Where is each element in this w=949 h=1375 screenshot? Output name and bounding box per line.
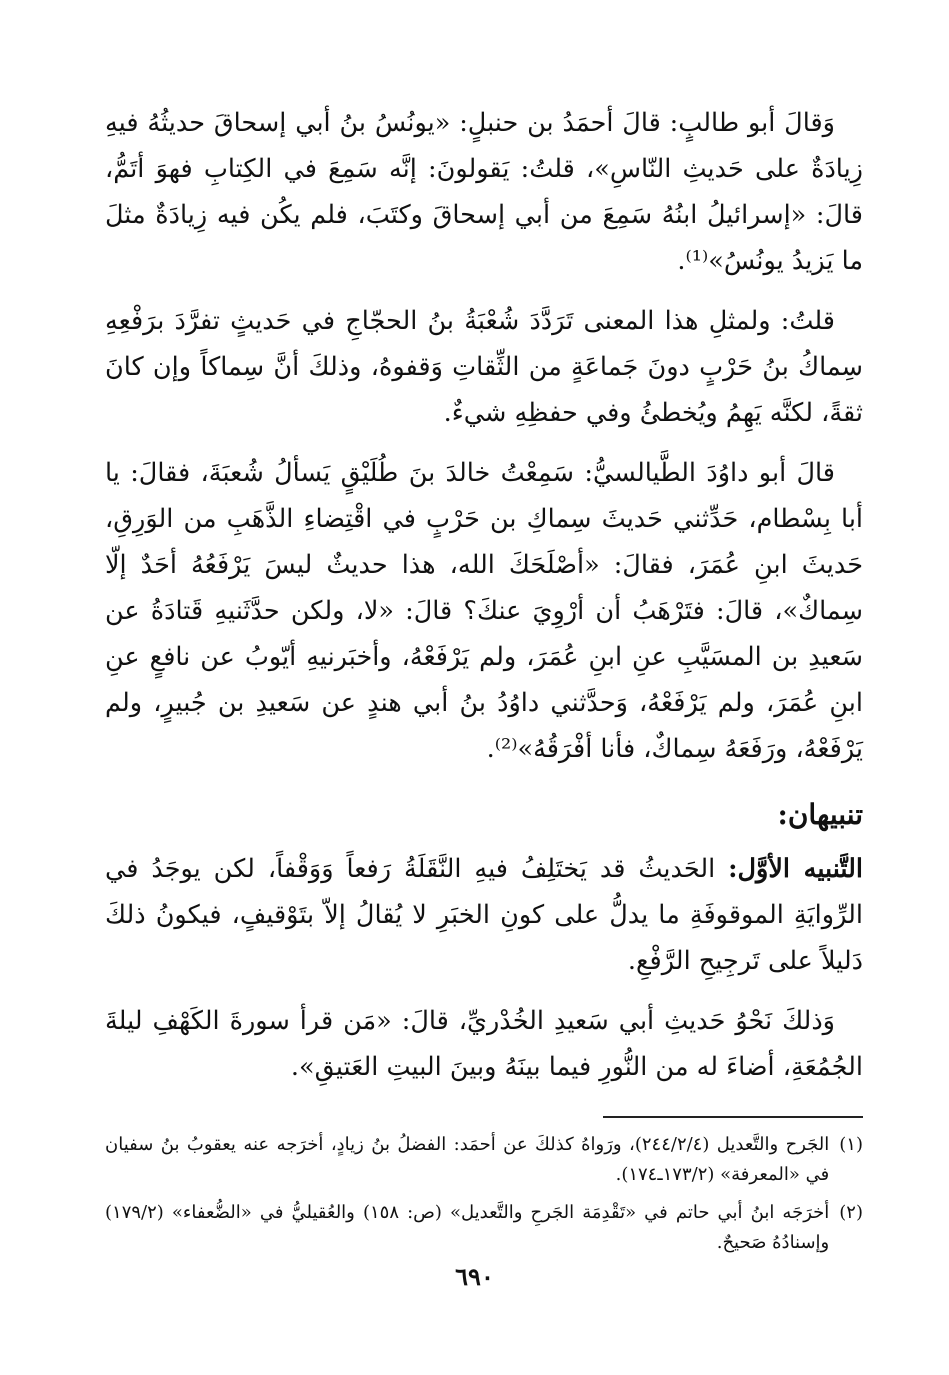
footnote-1-text: الجَرح والتَّعديل (٢٤٤/٢/٤)، ورَواهُ كذلكَ عن أحمَد: الفضلُ بنُ زيادٍ، أخرَجه عنه يعقوبُ بنُ سفيان في «المعرفة» (١٧٣/٢ـ١٧٤). <box>105 1134 830 1185</box>
paragraph-4-lead: التَّنبيه الأوَّل: <box>728 854 863 884</box>
footnote-2-number: (٢) <box>839 1202 863 1223</box>
page-number: ٦٩٠ <box>455 1262 494 1291</box>
section-heading: تنبيهان: <box>777 798 863 831</box>
paragraph-2: قلتُ: ولمثلِ هذا المعنى تَرَدَّدَ شُعْبَةُ بنُ الحجّاجِ في حَديثٍ تفرَّدَ برَفْعِهِ سِماكُ بنُ حَرْبٍ دونَ جَماعَةٍ من الثِّقاتِ وَقفوهُ، وذلكَ أنَّ سِماكاً وإن كانَ ثقةً، لكنَّه يَهِمُ ويُخطئُ وفي حفظِهِ شيءٌ. <box>105 306 863 428</box>
footnote-2-text: أخرَجَه ابنُ أبي حاتم في «تَقْدِمَة الجَرحِ والتَّعديل» (ص: ١٥٨) والعُقيليُّ في «الضُّعفاء» (١٧٩/٢) وإسنادُهُ صَحيحٌ. <box>105 1202 830 1253</box>
footnote-separator <box>603 1116 863 1118</box>
paragraph-1: وَقالَ أبو طالبٍ: قالَ أحمَدُ بن حنبلٍ: «يونُسُ بنُ أبي إسحاقَ حديثُهُ فيهِ زِيادَةٌ على حَديثِ النّاسِ»، قلتُ: يَقولونَ: إنَّه سَمِعَ في الكِتابِ فهوَ أتَمُّ، قالَ: «إسرائيلُ ابنُهُ سَمِعَ من أبي إسحاقَ وكتَبَ، فلم يكُن فيه زِيادَةٌ مثلَ ما يَزيدُ يونُسُ»⁽¹⁾. <box>105 108 863 276</box>
paragraph-3: قالَ أبو داوُدَ الطَّيالسيُّ: سَمِعْتُ خالدَ بنَ طُلَيْقٍ يَسألُ شُعبَةَ، فقالَ: يا أبا بِسْطام، حَدِّثني حَديثَ سِماكِ بن حَرْبٍ في اقْتِضاءِ الذَّهَبِ من الوَرِقِ، حَديثَ ابنِ عُمَرَ، فقالَ: «أصْلَحَكَ الله، هذا حديثٌ ليسَ يَرْفَعُهُ أحَدٌ إلّا سِماكٌ»، قالَ: فتَرْهَبُ أن أرْوِيَ عنكَ؟ قالَ: «لا، ولكن حدَّثَنيهِ قَتادَةُ عن سَعيدِ بن المسَيَّبِ عنِ ابنِ عُمَرَ، ولم يَرْفَعْهُ، وأخبَرنيهِ أيّوبُ عن نافعٍ عنِ ابنِ عُمَرَ، ولم يَرْفَعْهُ، وَحدَّثني داوُدُ بنُ أبي هندٍ عن سَعيدِ بن جُبيرٍ، ولم يَرْفَعْهُ، ورَفَعَهُ سِماكٌ، فأنا أفْرَقُهُ»⁽²⁾. <box>105 458 863 764</box>
footnote-1 <box>105 1130 863 1190</box>
paragraph-5: وَذلكَ نَحْوُ حَديثِ أبي سَعيدِ الخُدْريِّ، قالَ: «مَن قرأ سورةَ الكَهْفِ ليلةَ الجُمُعَةِ، أضاءَ له من النُّورِ فيما بينَهُ وبينَ البيتِ العَتيقِ». <box>105 1006 863 1082</box>
page-content <box>105 100 863 1266</box>
paragraph-4-text: الحَديثُ قد يَختَلِفُ فيهِ النَّقَلَةُ رَفعاً وَوَقْفاً، لكن يوجَدُ في الرِّوايَةِ الموقوفَةِ ما يدلُّ على كونِ الخبَرِ لا يُقالُ إلاّ بتَوْقيفٍ، فيكونُ ذلكَ دَليلاً على تَرجِيحِ الرَّفْعِ. <box>105 854 863 976</box>
footnote-2 <box>105 1198 863 1258</box>
footnote-1-number: (١) <box>839 1134 863 1155</box>
paragraph-4 <box>105 846 863 984</box>
